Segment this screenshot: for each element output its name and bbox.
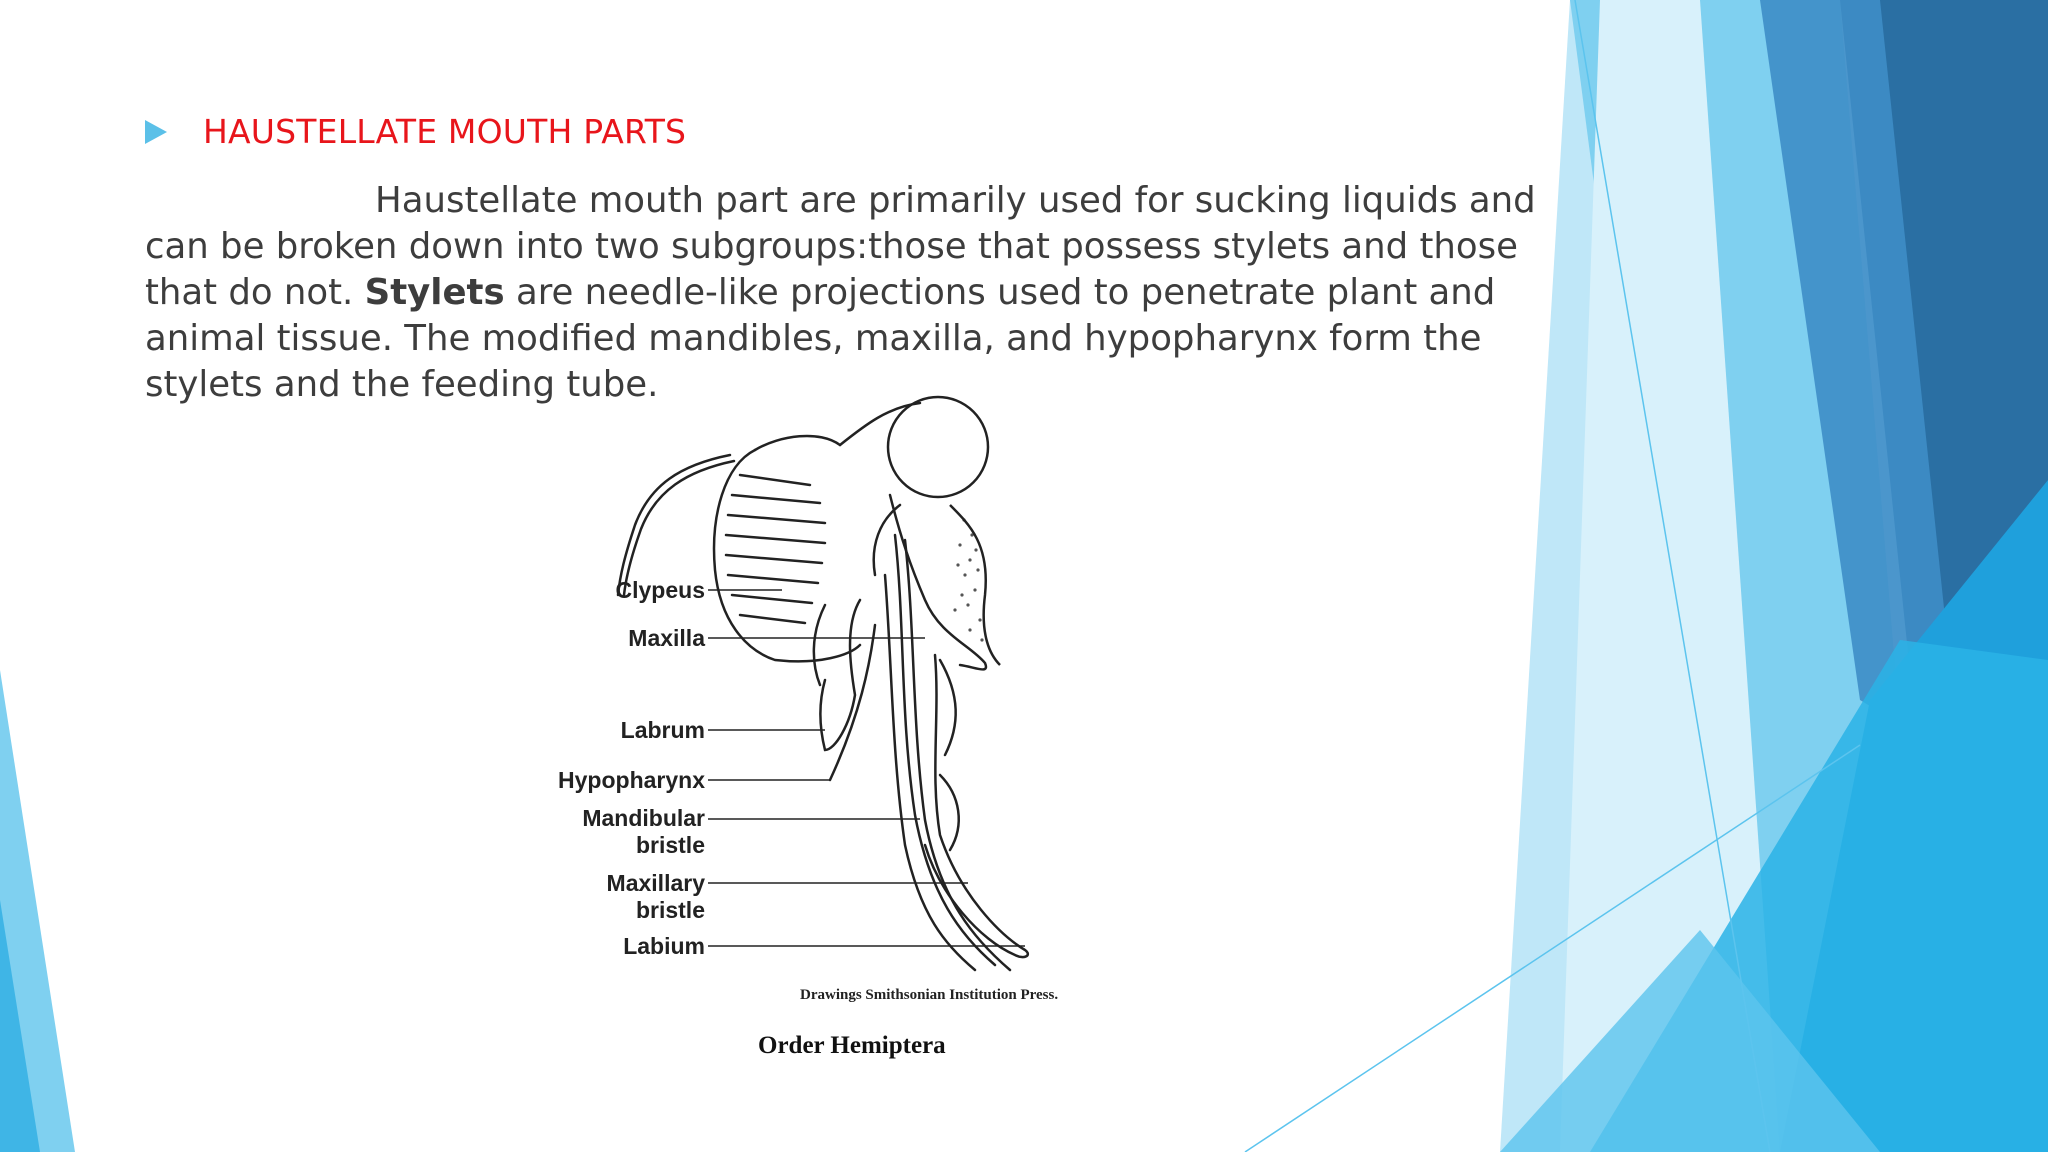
antenna-drawing <box>618 455 730 595</box>
paragraph-rest: are needle-like projections used to penetrate plant and animal tissue. The modified mandibles, maxilla, and hypopharynx form the stylets and the feeding tube. <box>145 272 1496 405</box>
label-clypeus: Clypeus <box>615 577 705 603</box>
label-hypopharynx: Hypopharynx <box>558 767 705 793</box>
paragraph-intro: Haustellate mouth part are primarily used for sucking liquids and can be broken down into two subgroups:those that possess stylets and those that do not. <box>145 180 1536 313</box>
figure-caption: Order Hemiptera <box>758 1032 946 1059</box>
label-labrum: Labrum <box>620 717 705 743</box>
slide-heading: HAUSTELLATE MOUTH PARTS <box>203 112 687 151</box>
hemiptera-diagram <box>520 395 1140 1075</box>
label-maxillary-bristle: bristle <box>635 897 705 923</box>
body-paragraph <box>145 178 1565 408</box>
label-mandibular-bristle: bristle <box>635 832 705 858</box>
bullet-arrow-icon <box>145 120 167 144</box>
label-maxilla: Maxilla <box>628 625 705 651</box>
label-labium: Labium <box>623 933 705 959</box>
label-maxillary: Maxillary <box>606 870 705 896</box>
paragraph-bold-term: Stylets <box>364 272 505 313</box>
labium-drawing <box>925 655 1028 957</box>
figure-credit: Drawings Smithsonian Institution Press. <box>800 987 1059 1003</box>
compound-eye-drawing <box>888 397 988 497</box>
stippled-region-drawing <box>953 518 983 641</box>
heading-row <box>145 112 686 151</box>
labrum-drawing <box>820 600 860 750</box>
label-mandibular: Mandibular <box>582 805 705 831</box>
